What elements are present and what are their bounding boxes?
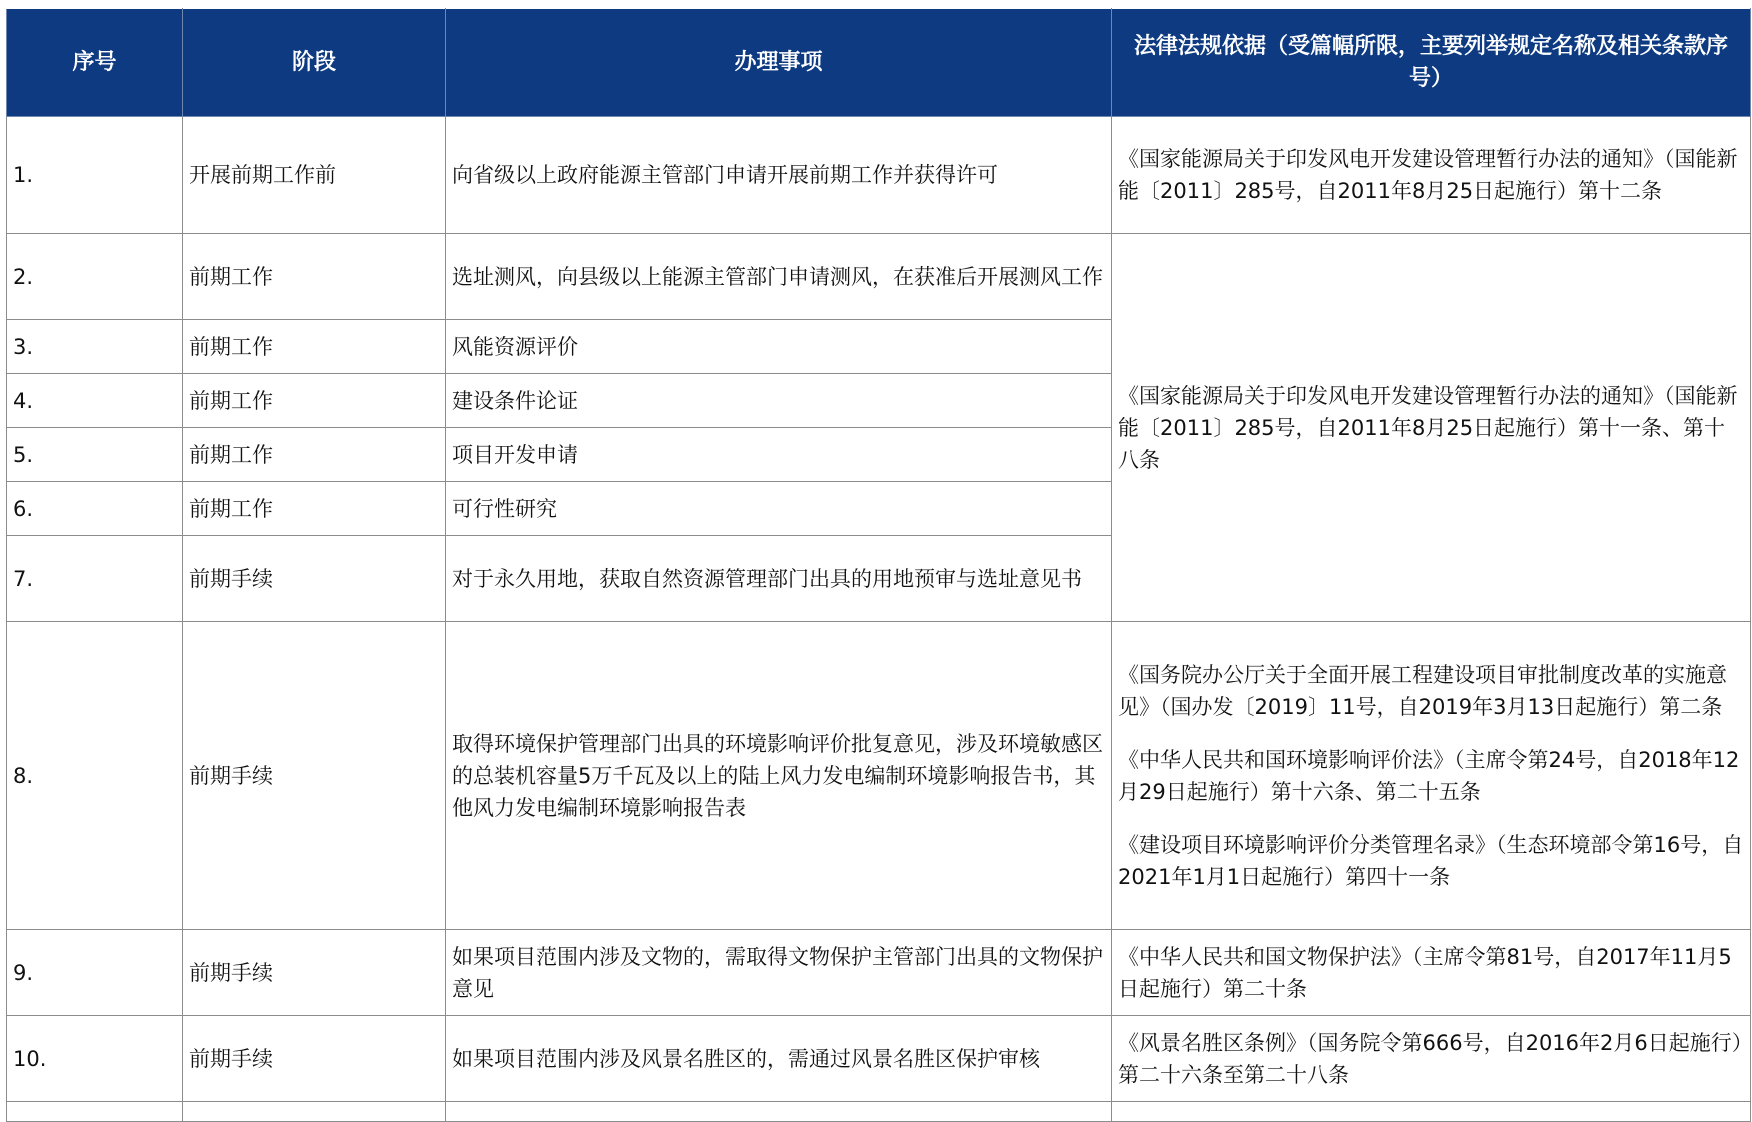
cell-item: 选址测风，向县级以上能源主管部门申请测风，在获准后开展测风工作 bbox=[446, 234, 1112, 320]
law-ref-1: 《国务院办公厅关于全面开展工程建设项目审批制度改革的实施意见》（国办发〔2019〕11号，自2019年3月13日起施行）第二条 bbox=[1118, 662, 1727, 719]
cell-no: 1. bbox=[7, 117, 183, 234]
cell-stage: 前期工作 bbox=[183, 482, 446, 536]
cell-no: 7. bbox=[7, 536, 183, 622]
cell-stage: 前期手续 bbox=[183, 930, 446, 1016]
cell-stage: 前期手续 bbox=[183, 536, 446, 622]
cell-empty bbox=[1112, 1102, 1751, 1122]
cell-stage: 前期工作 bbox=[183, 374, 446, 428]
cell-no: 9. bbox=[7, 930, 183, 1016]
cell-item: 如果项目范围内涉及风景名胜区的，需通过风景名胜区保护审核 bbox=[446, 1016, 1112, 1102]
header-no: 序号 bbox=[7, 9, 183, 117]
cell-item: 向省级以上政府能源主管部门申请开展前期工作并获得许可 bbox=[446, 117, 1112, 234]
cell-item: 对于永久用地，获取自然资源管理部门出具的用地预审与选址意见书 bbox=[446, 536, 1112, 622]
cell-empty bbox=[7, 1102, 183, 1122]
cell-empty bbox=[446, 1102, 1112, 1122]
cell-stage: 前期手续 bbox=[183, 622, 446, 930]
table-row bbox=[7, 117, 1751, 234]
cell-item: 建设条件论证 bbox=[446, 374, 1112, 428]
cell-law: 《国家能源局关于印发风电开发建设管理暂行办法的通知》（国能新能〔2011〕285号，自2011年8月25日起施行）第十二条 bbox=[1112, 117, 1751, 234]
cell-law: 《风景名胜区条例》（国务院令第666号，自2016年2月6日起施行）第二十六条至第二十八条 bbox=[1112, 1016, 1751, 1102]
table-row-partial bbox=[7, 1102, 1751, 1122]
header-item: 办理事项 bbox=[446, 9, 1112, 117]
cell-item: 取得环境保护管理部门出具的环境影响评价批复意见，涉及环境敏感区的总装机容量5万千瓦及以上的陆上风力发电编制环境影响报告书，其他风力发电编制环境影响报告表 bbox=[446, 622, 1112, 930]
header-law: 法律法规依据（受篇幅所限，主要列举规定名称及相关条款序号） bbox=[1112, 9, 1751, 117]
cell-law: 《中华人民共和国文物保护法》（主席令第81号，自2017年11月5日起施行）第二十条 bbox=[1112, 930, 1751, 1016]
law-ref-3: 《建设项目环境影响评价分类管理名录》（生态环境部令第16号，自2021年1月1日起施行）第四十一条 bbox=[1118, 832, 1744, 889]
cell-item: 项目开发申请 bbox=[446, 428, 1112, 482]
cell-stage: 前期工作 bbox=[183, 234, 446, 320]
cell-no: 4. bbox=[7, 374, 183, 428]
cell-stage: 前期工作 bbox=[183, 320, 446, 374]
cell-no: 8. bbox=[7, 622, 183, 930]
cell-no: 3. bbox=[7, 320, 183, 374]
cell-stage: 开展前期工作前 bbox=[183, 117, 446, 234]
cell-no: 2. bbox=[7, 234, 183, 320]
regulation-table bbox=[6, 8, 1751, 1122]
cell-stage: 前期工作 bbox=[183, 428, 446, 482]
law-ref-2: 《中华人民共和国环境影响评价法》（主席令第24号，自2018年12月29日起施行）第十六条、第二十五条 bbox=[1118, 747, 1740, 804]
cell-stage: 前期手续 bbox=[183, 1016, 446, 1102]
table-row bbox=[7, 930, 1751, 1016]
cell-item: 可行性研究 bbox=[446, 482, 1112, 536]
cell-no: 5. bbox=[7, 428, 183, 482]
cell-law-merged: 《国家能源局关于印发风电开发建设管理暂行办法的通知》（国能新能〔2011〕285号，自2011年8月25日起施行）第十一条、第十八条 bbox=[1112, 234, 1751, 622]
table-row bbox=[7, 622, 1751, 930]
cell-empty bbox=[183, 1102, 446, 1122]
table-header-row bbox=[7, 9, 1751, 117]
cell-item: 风能资源评价 bbox=[446, 320, 1112, 374]
table-row bbox=[7, 1016, 1751, 1102]
cell-item: 如果项目范围内涉及文物的，需取得文物保护主管部门出具的文物保护意见 bbox=[446, 930, 1112, 1016]
cell-law-multi bbox=[1112, 622, 1751, 930]
cell-no: 10. bbox=[7, 1016, 183, 1102]
table-row bbox=[7, 234, 1751, 320]
header-stage: 阶段 bbox=[183, 9, 446, 117]
cell-no: 6. bbox=[7, 482, 183, 536]
